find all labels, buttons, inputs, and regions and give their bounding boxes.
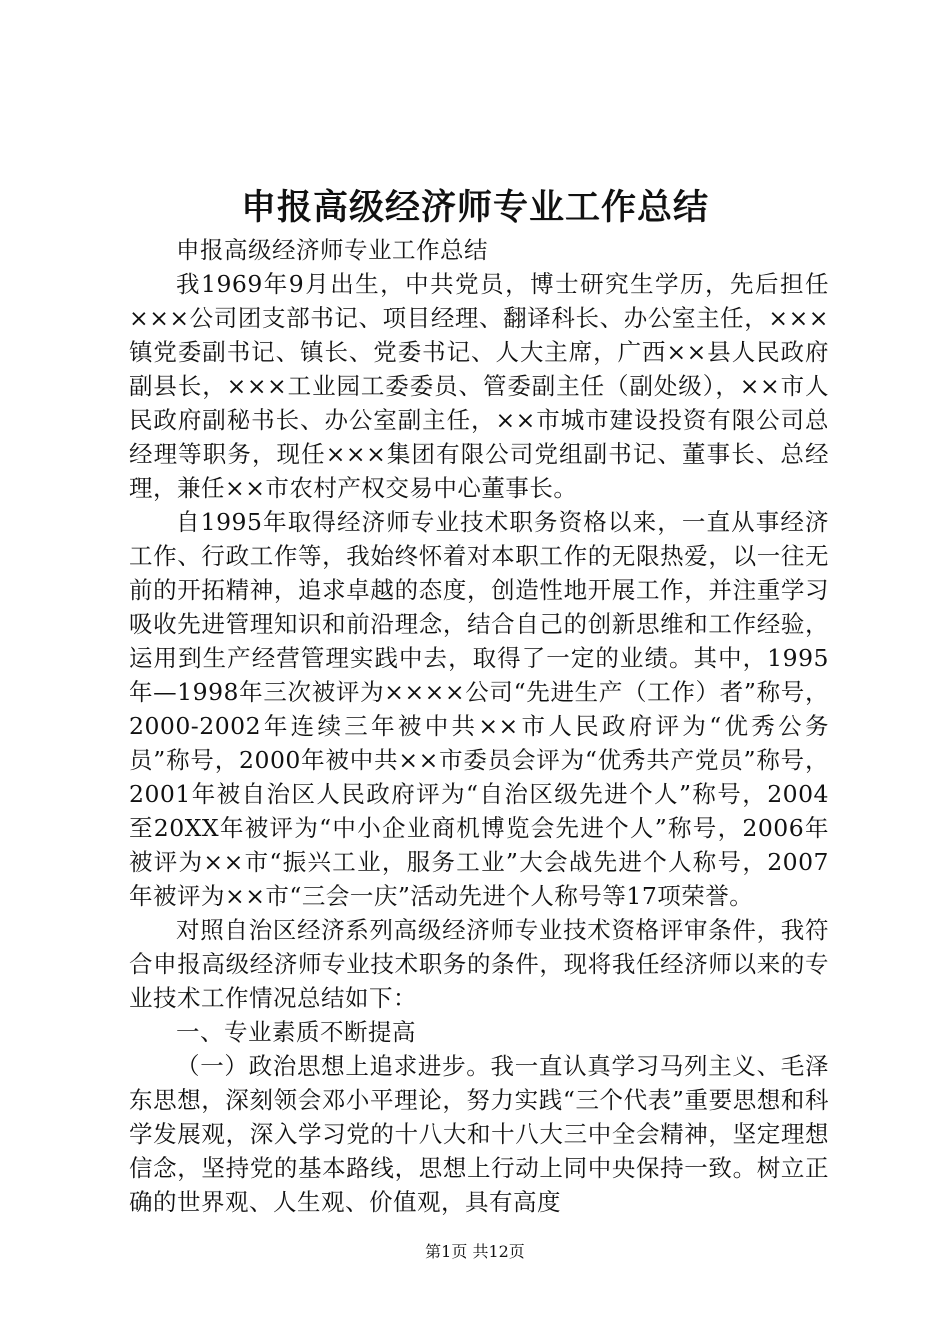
document-body — [129, 233, 829, 1219]
paragraph-eligibility: 对照自治区经济系列高级经济师专业技术资格评审条件，我符合申报高级经济师专业技术职务的条件，现将我任经济师以来的专业技术工作情况总结如下： — [129, 916, 829, 1012]
section-heading: 一、专业素质不断提高 — [176, 1018, 416, 1046]
paragraph-subtitle: 申报高级经济师专业工作总结 — [176, 236, 488, 264]
page-number-footer: 第1页 共12页 — [425, 1242, 525, 1261]
paragraph-personal-background: 我1969年9月出生，中共党员，博士研究生学历，先后担任×××公司团支部书记、项目经理、翻译科长、办公室主任，×××镇党委副书记、镇长、党委书记、人大主席，广西××县人民政府副县长，×××工业园工委委员、管委副主任（副处级），××市人民政府副秘书长、办公室副主任，××市城市建设投资有限公司总经理等职务，现任×××集团有限公司党组副书记、董事长、总经理，兼任××市农村产权交易中心董事长。 — [129, 270, 829, 502]
paragraph-political-thought: （一）政治思想上追求进步。我一直认真学习马列主义、毛泽东思想，深刻领会邓小平理论，努力实践“三个代表”重要思想和科学发展观，深入学习党的十八大和十八大三中全会精神，坚定理想信念，坚持党的基本路线，思想上行动上同中央保持一致。树立正确的世界观、人生观、价值观，具有高度 — [129, 1052, 829, 1216]
document-title: 申报高级经济师专业工作总结 — [240, 187, 709, 228]
paragraph-work-achievements: 自1995年取得经济师专业技术职务资格以来，一直从事经济工作、行政工作等，我始终怀着对本职工作的无限热爱，以一往无前的开拓精神，追求卓越的态度，创造性地开展工作，并注重学习吸收先进管理知识和前沿理念，结合自己的创新思维和工作经验，运用到生产经营管理实践中去，取得了一定的业绩。其中，1995年—1998年三次被评为××××公司“先进生产（工作）者”称号，2000-2002年连续三年被中共××市人民政府评为“优秀公务员”称号，2000年被中共××市委员会评为“优秀共产党员”称号，2001年被自治区人民政府评为“自治区级先进个人”称号，2004至20XX年被评为“中小企业商机博览会先进个人”称号，2006年被评为××市“振兴工业，服务工业”大会战先进个人称号，2007年被评为××市“三会一庆”活动先进个人称号等17项荣誉。 — [129, 508, 829, 910]
